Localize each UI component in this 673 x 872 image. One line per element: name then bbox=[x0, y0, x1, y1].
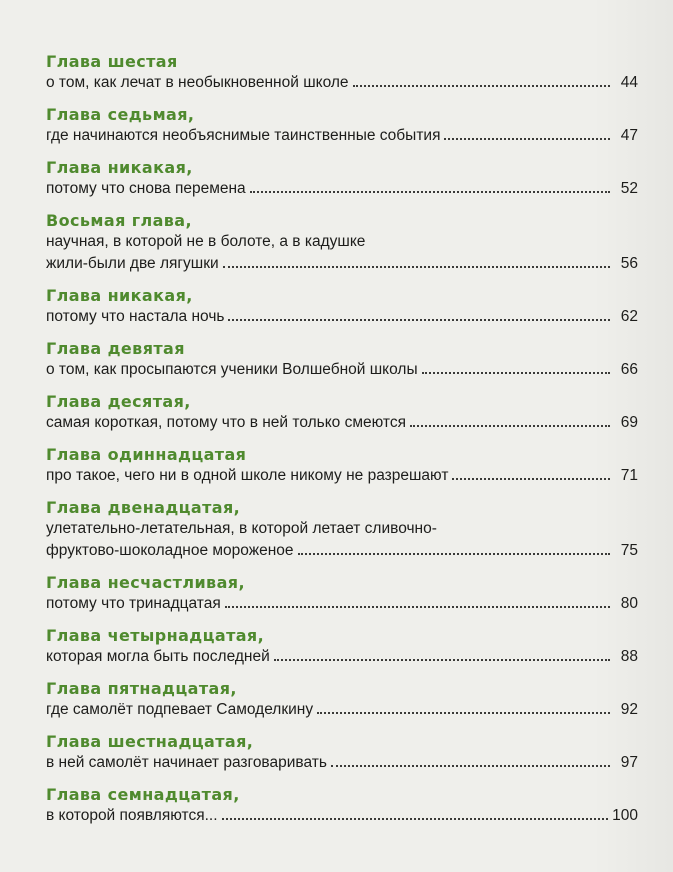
chapter-description: в ней самолёт начинает разговаривать bbox=[46, 754, 327, 771]
chapter-line bbox=[46, 805, 638, 827]
page-number: 62 bbox=[620, 308, 638, 325]
chapter-heading: Глава никакая, bbox=[46, 158, 193, 177]
toc-entry bbox=[46, 626, 638, 668]
table-of-contents bbox=[46, 52, 638, 838]
chapter-description: потому что тринадцатая bbox=[46, 595, 221, 612]
toc-entry bbox=[46, 445, 638, 487]
page-number: 52 bbox=[620, 180, 638, 197]
toc-entry bbox=[46, 573, 638, 615]
dot-leader bbox=[298, 553, 610, 555]
chapter-description: жили-были две лягушки bbox=[46, 255, 219, 272]
chapter-heading: Глава одиннадцатая bbox=[46, 445, 247, 464]
chapter-line bbox=[46, 540, 638, 562]
chapter-heading: Глава четырнадцатая, bbox=[46, 626, 265, 645]
chapter-description: в которой появляются... bbox=[46, 807, 218, 824]
dot-leader bbox=[317, 712, 610, 714]
chapter-description: потому что настала ночь bbox=[46, 308, 225, 325]
chapter-description: о том, как просыпаются ученики Волшебной школы bbox=[46, 361, 418, 378]
page-number: 71 bbox=[620, 467, 638, 484]
chapter-heading: Глава девятая bbox=[46, 339, 185, 358]
toc-entry bbox=[46, 52, 638, 94]
chapter-description: которая могла быть последней bbox=[46, 648, 270, 665]
page-number: 75 bbox=[620, 542, 638, 559]
chapter-description: самая короткая, потому что в ней только смеются bbox=[46, 414, 406, 431]
chapter-heading: Глава несчастливая, bbox=[46, 573, 245, 592]
dot-leader bbox=[228, 319, 610, 321]
page-number: 47 bbox=[620, 127, 638, 144]
toc-entry bbox=[46, 498, 638, 562]
toc-entry bbox=[46, 158, 638, 200]
chapter-line bbox=[46, 253, 638, 275]
page-number: 97 bbox=[620, 754, 638, 771]
chapter-description: про такое, чего ни в одной школе никому не разрешают bbox=[46, 467, 449, 484]
dot-leader bbox=[222, 818, 609, 820]
dot-leader bbox=[274, 659, 610, 661]
chapter-heading: Глава десятая, bbox=[46, 392, 191, 411]
chapter-line bbox=[46, 752, 638, 774]
page-number: 100 bbox=[612, 807, 638, 824]
chapter-line bbox=[46, 72, 638, 94]
page-number: 44 bbox=[620, 74, 638, 91]
chapter-description-line: научная, в которой не в болоте, а в кадушке bbox=[46, 233, 366, 250]
page-number: 88 bbox=[620, 648, 638, 665]
dot-leader bbox=[452, 478, 610, 480]
page-number: 66 bbox=[620, 361, 638, 378]
chapter-heading: Глава шестнадцатая, bbox=[46, 732, 254, 751]
chapter-heading: Глава двенадцатая, bbox=[46, 498, 241, 517]
page-number: 56 bbox=[620, 255, 638, 272]
dot-leader bbox=[422, 372, 610, 374]
toc-entry bbox=[46, 339, 638, 381]
chapter-line bbox=[46, 646, 638, 668]
dot-leader bbox=[353, 85, 610, 87]
chapter-line bbox=[46, 125, 638, 147]
chapter-description: где начинаются необъяснимые таинственные события bbox=[46, 127, 441, 144]
chapter-line bbox=[46, 178, 638, 200]
toc-entry bbox=[46, 785, 638, 827]
chapter-description: потому что снова перемена bbox=[46, 180, 246, 197]
page-number: 80 bbox=[620, 595, 638, 612]
page-number: 69 bbox=[620, 414, 638, 431]
toc-entry bbox=[46, 286, 638, 328]
chapter-heading: Глава шестая bbox=[46, 52, 178, 71]
chapter-description-line: улетательно-летательная, в которой летает сливочно- bbox=[46, 520, 437, 537]
chapter-heading: Глава седьмая, bbox=[46, 105, 195, 124]
chapter-heading: Восьмая глава, bbox=[46, 211, 192, 230]
chapter-description: о том, как лечат в необыкновенной школе bbox=[46, 74, 349, 91]
toc-entry bbox=[46, 392, 638, 434]
dot-leader bbox=[223, 266, 610, 268]
toc-entry bbox=[46, 732, 638, 774]
chapter-heading: Глава семнадцатая, bbox=[46, 785, 240, 804]
chapter-line bbox=[46, 593, 638, 615]
toc-entry bbox=[46, 105, 638, 147]
dot-leader bbox=[410, 425, 610, 427]
chapter-heading: Глава никакая, bbox=[46, 286, 193, 305]
chapter-line bbox=[46, 306, 638, 328]
chapter-line bbox=[46, 359, 638, 381]
page-number: 92 bbox=[620, 701, 638, 718]
chapter-line bbox=[46, 699, 638, 721]
dot-leader bbox=[250, 191, 610, 193]
chapter-description: где самолёт подпевает Самоделкину bbox=[46, 701, 314, 718]
chapter-heading: Глава пятнадцатая, bbox=[46, 679, 237, 698]
chapter-line bbox=[46, 465, 638, 487]
toc-entry bbox=[46, 679, 638, 721]
dot-leader bbox=[331, 765, 610, 767]
toc-entry bbox=[46, 211, 638, 275]
chapter-line bbox=[46, 412, 638, 434]
dot-leader bbox=[444, 138, 610, 140]
chapter-description: фруктово-шоколадное мороженое bbox=[46, 542, 294, 559]
dot-leader bbox=[225, 606, 610, 608]
